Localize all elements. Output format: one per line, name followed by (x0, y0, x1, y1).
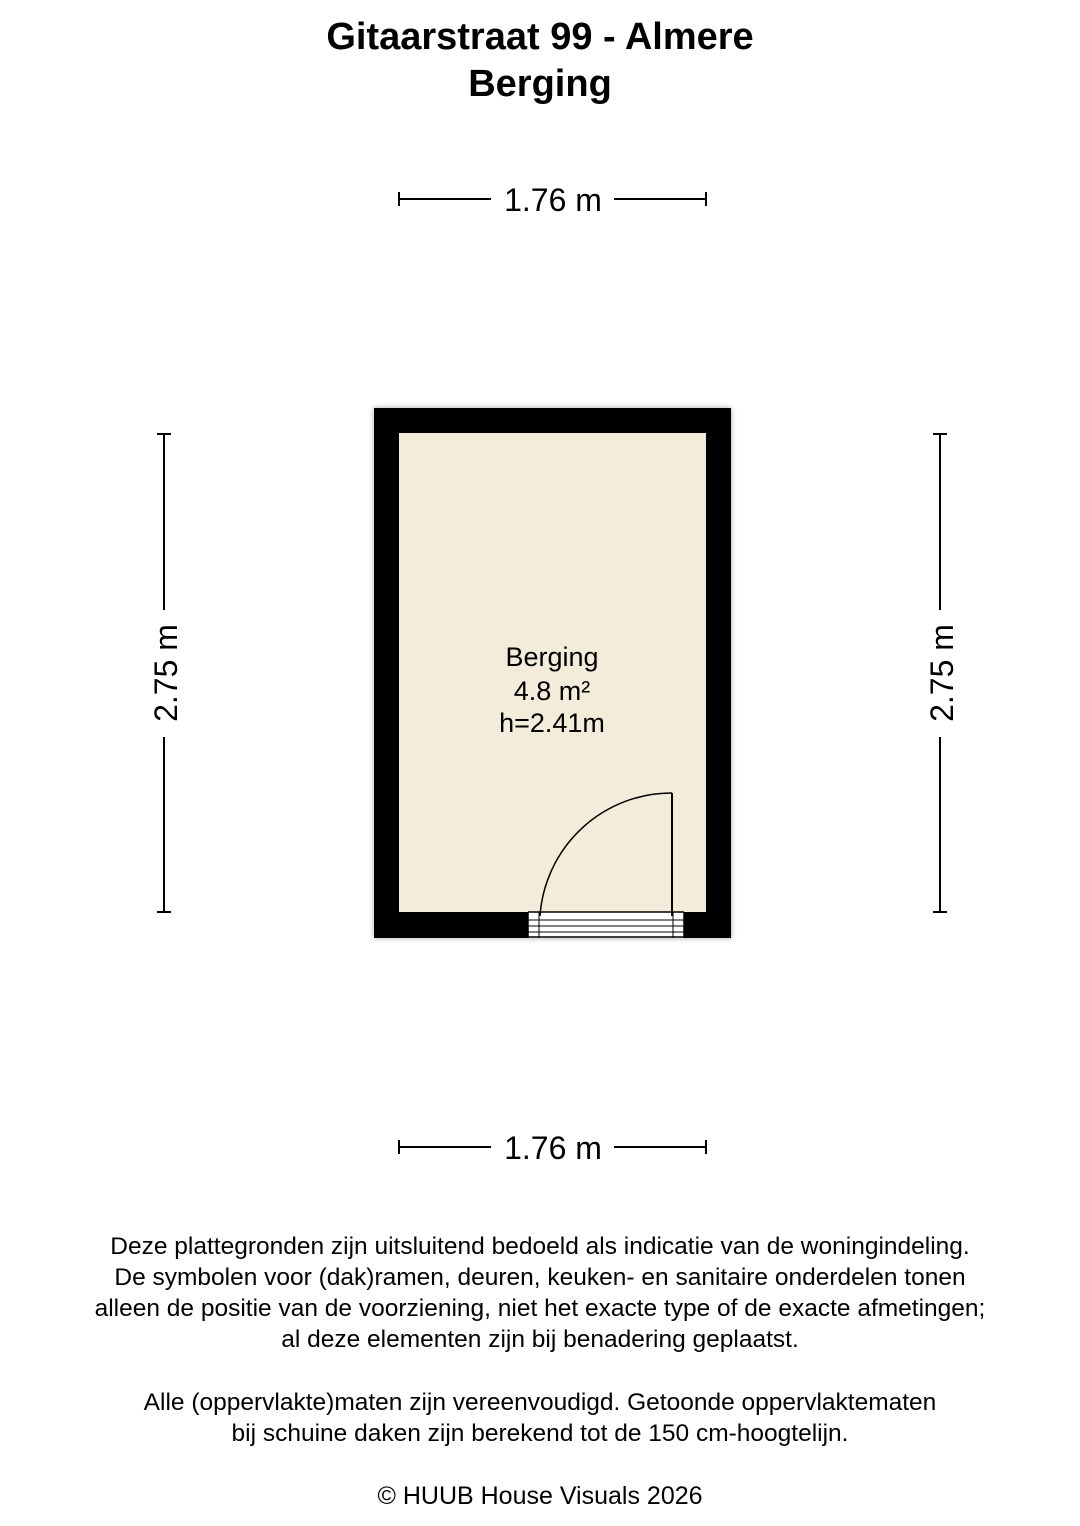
plan-subtitle: Berging (468, 63, 612, 105)
disclaimer-paragraph-2 (0, 1387, 1080, 1449)
dimension-bottom (399, 1130, 706, 1166)
dimension-bottom-label: 1.76 m (504, 1130, 602, 1166)
disclaimer-line: al deze elementen zijn bij benadering geplaatst. (281, 1326, 799, 1353)
room-berging (374, 408, 731, 938)
dimension-left (148, 434, 184, 912)
room-floor (399, 433, 706, 912)
disclaimer-line: bij schuine daken zijn berekend tot de 150 cm-hoogtelijn. (231, 1420, 849, 1447)
dimension-top-label: 1.76 m (504, 182, 602, 218)
disclaimer-line: Deze plattegronden zijn uitsluitend bedoeld als indicatie van de woningindeling. (110, 1233, 970, 1260)
dimension-top (399, 182, 706, 218)
disclaimer-line: Alle (oppervlakte)maten zijn vereenvoudigd. Getoonde oppervlaktematen (143, 1389, 937, 1416)
disclaimer-line: alleen de positie van de voorziening, niet het exacte type of de exacte afmetingen; (94, 1295, 986, 1322)
plan-address-title: Gitaarstraat 99 - Almere (326, 16, 754, 58)
dimension-right-label: 2.75 m (924, 624, 960, 722)
copyright-notice: © HUUB House Visuals 2026 (377, 1482, 703, 1510)
room-name: Berging (505, 642, 599, 672)
room-height: h=2.41m (499, 708, 605, 738)
room-area: 4.8 m² (513, 676, 591, 706)
disclaimer-line: De symbolen voor (dak)ramen, deuren, keuken- en sanitaire onderdelen tonen (114, 1264, 966, 1291)
door-opening (528, 912, 684, 938)
disclaimer-paragraph-1 (0, 1231, 1080, 1355)
dimension-left-label: 2.75 m (148, 624, 184, 722)
dimension-right (924, 434, 960, 912)
